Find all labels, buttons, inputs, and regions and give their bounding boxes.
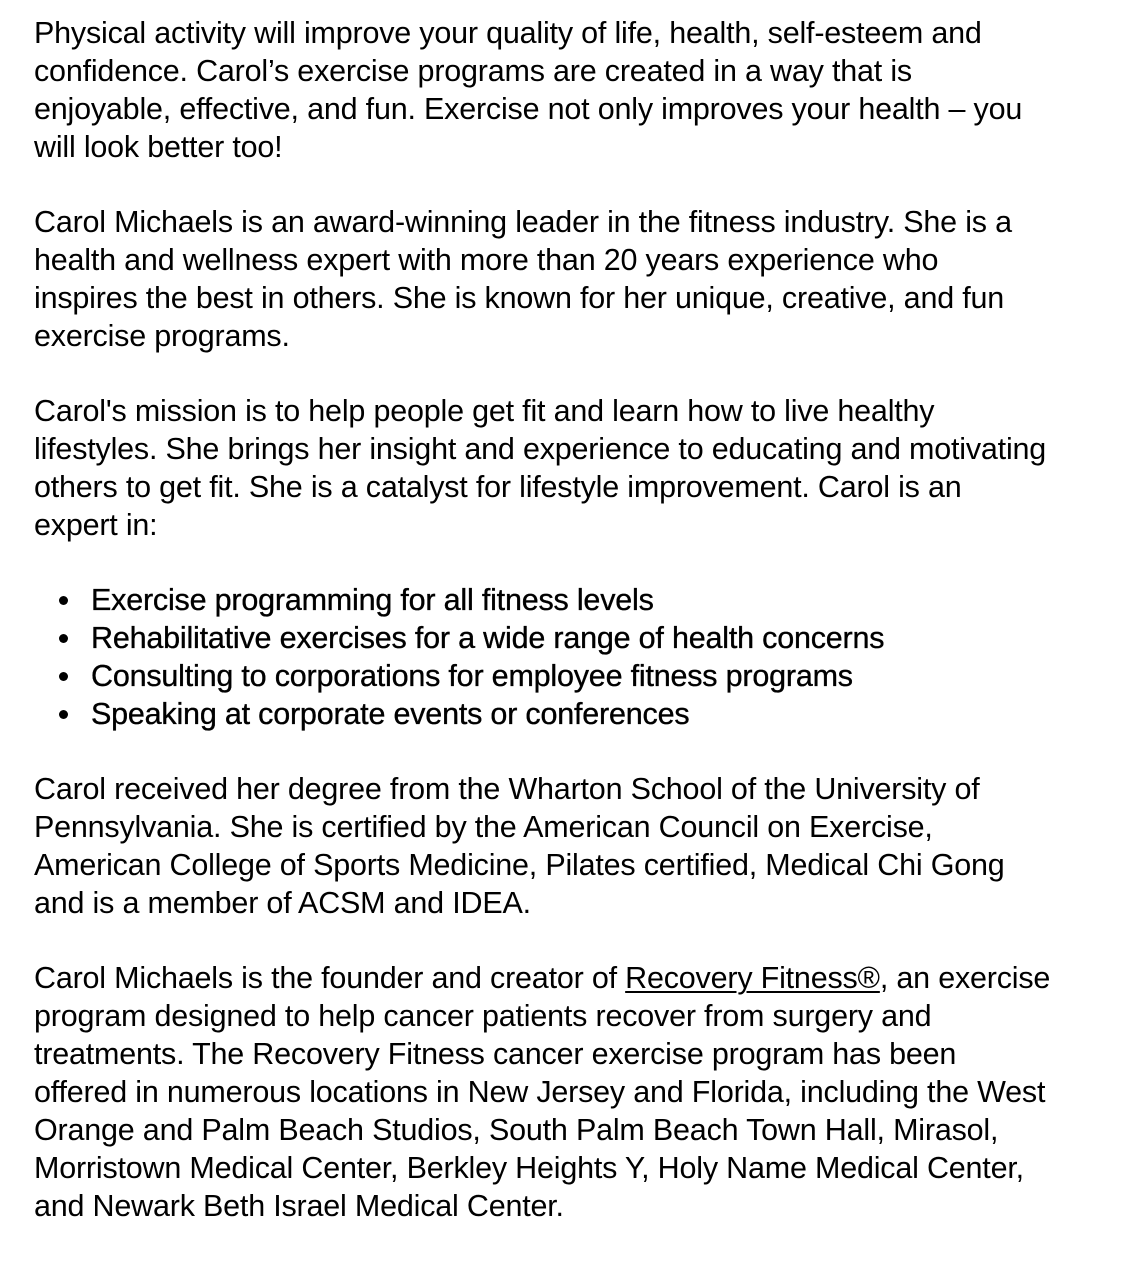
list-item [34,619,1124,657]
bullet-icon [59,596,68,605]
intro-paragraph: Physical activity will improve your quality of life, health, self-esteem and confidence. Carol’s exercise programs are created in a way that is enjoyable, effective, and fun. Exercise not only improves your health – you will look better too! [34,16,1023,164]
recovery-fitness-paragraph [34,959,1124,1225]
education-paragraph: Carol received her degree from the Wharton School of the University of Pennsylvania. She is certified by the American Council on Exercise, American College of Sports Medicine, Pilates certified, Medical Chi Gong and is a member of ACSM and IDEA. [34,772,1005,920]
recovery-text-before-link: Carol Michaels is the founder and creator of [34,961,626,995]
list-item-text: Exercise programming for all fitness levels [91,583,654,617]
mission-paragraph: Carol's mission is to help people get fit and learn how to live healthy lifestyles. She brings her insight and experience to educating and motivating others to get fit. She is a catalyst for lifestyle improvement. Carol is an expert in: [34,394,1047,542]
list-item-text: Consulting to corporations for employee fitness programs [91,659,853,693]
document-body [34,14,1124,1262]
recovery-fitness-link[interactable]: Recovery Fitness® [625,961,880,995]
expertise-list [34,581,1124,733]
bullet-icon [59,672,68,681]
list-item-text: Speaking at corporate events or conferences [91,697,690,731]
list-item [34,695,1124,733]
recovery-text-after-link: , an exercise program designed to help cancer patients recover from surgery and treatments. The Recovery Fitness cancer exercise program has been offered in numerous locations in New Jersey and Florida, including the West Orange and Palm Beach Studios, South Palm Beach Town Hall, Mirasol, Morristown Medical Center, Berkley Heights Y, Holy Name Medical Center, and Newark Beth Israel Medical Center. [34,961,1051,1223]
list-item-text: Rehabilitative exercises for a wide range of health concerns [91,621,885,655]
bullet-icon [59,710,68,719]
list-item [34,581,1124,619]
about-paragraph: Carol Michaels is an award-winning leader in the fitness industry. She is a health and wellness expert with more than 20 years experience who inspires the best in others. She is known for her unique, creative, and fun exercise programs. [34,205,1012,353]
list-item [34,657,1124,695]
bullet-icon [59,634,68,643]
